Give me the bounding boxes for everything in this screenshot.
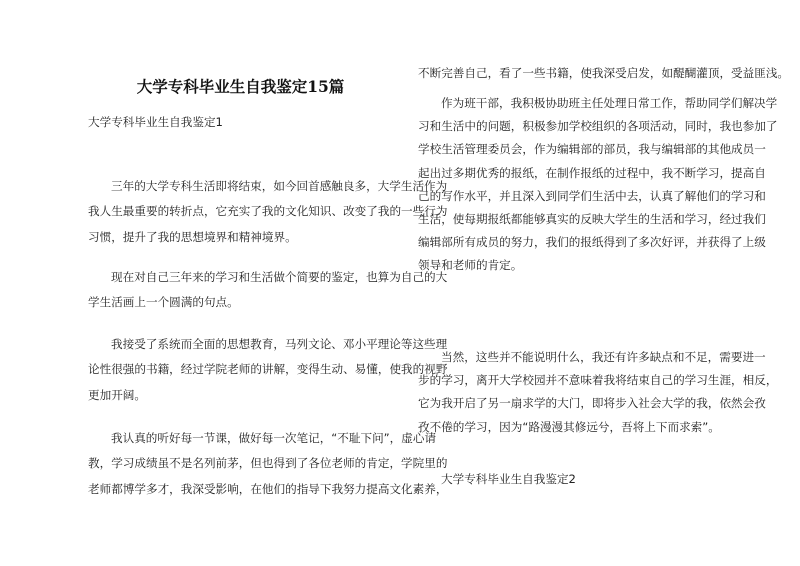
section-1-heading: 大学专科毕业生自我鉴定1: [88, 115, 223, 129]
text-line: 学生活画上一个圆满的句点。: [88, 295, 239, 310]
text-line: 生活，使每期报纸都能够真实的反映大学生的生活和学习，经过我们: [418, 211, 766, 226]
text-line: 己的写作水平，并且深入到同学们生活中去，认真了解他们的学习和: [418, 188, 766, 203]
text-line: 论性很强的书籍，经过学院老师的讲解，变得生动、易懂，使我的视野: [88, 362, 448, 377]
text-line: 学校生活管理委员会，作为编辑部的部员，我与编辑部的其他成员一: [418, 142, 766, 157]
text-line: 我认真的听好每一节课，做好每一次笔记，“不耻下问”，虚心请: [111, 431, 437, 445]
left-paragraph-3: [88, 332, 447, 408]
text-line: 老师都博学多才，我深受影响，在他们的指导下我努力提高文化素养，: [88, 481, 448, 496]
left-paragraph-2: [88, 265, 447, 316]
text-line: 孜不倦的学习，因为“路漫漫其修远兮，吾将上下而求索”。: [418, 419, 720, 434]
right-paragraph-1: [418, 62, 789, 85]
text-line: 领导和老师的肯定。: [418, 258, 523, 273]
text-line: 它为我开启了另一扇求学的大门，即将步入社会大学的我，依然会孜: [418, 396, 766, 411]
right-paragraph-3: [418, 346, 777, 439]
text-line: 习和生活中的问题，积极参加学校组织的各项活动，同时，我也参加了: [418, 119, 778, 134]
text-line: 编辑部所有成员的努力，我们的报纸得到了多次好评，并获得了上级: [418, 235, 766, 250]
text-line: 习惯，提升了我的思想境界和精神境界。: [88, 229, 297, 244]
left-paragraph-1: [88, 174, 447, 250]
left-paragraph-4: [88, 426, 447, 502]
section-2-heading: 大学专科毕业生自我鉴定2: [441, 472, 576, 486]
right-paragraph-2: [418, 92, 777, 278]
document-title: 大学专科毕业生自我鉴定15篇: [136, 77, 345, 96]
text-line: 作为班干部，我积极协助班主任处理日常工作，帮助同学们解决学: [441, 96, 778, 110]
text-line: 我人生最重要的转折点，它充实了我的文化知识、改变了我的一些行为: [88, 204, 448, 219]
text-line: 步的学习，离开大学校园并不意味着我将结束自己的学习生涯，相反，: [418, 373, 778, 388]
text-line: 三年的大学专科生活即将结束，如今回首感触良多，大学生活作为: [111, 179, 448, 193]
text-line: 现在对自己三年来的学习和生活做个简要的鉴定，也算为自己的大: [111, 270, 448, 284]
text-line: 更加开阔。: [88, 387, 146, 402]
text-line: 不断完善自己，看了一些书籍，使我深受启发，如醍醐灌顶，受益匪浅。: [418, 66, 790, 80]
text-line: 教，学习成绩虽不是名列前茅，但也得到了各位老师的肯定，学院里的: [88, 456, 448, 471]
text-line: 当然，这些并不能说明什么，我还有许多缺点和不足，需要进一: [441, 350, 766, 364]
text-line: 起出过多期优秀的报纸，在制作报纸的过程中，我不断学习，提高自: [418, 165, 766, 180]
text-line: 我接受了系统而全面的思想教育，马列文论、邓小平理论等这些理: [111, 337, 448, 351]
